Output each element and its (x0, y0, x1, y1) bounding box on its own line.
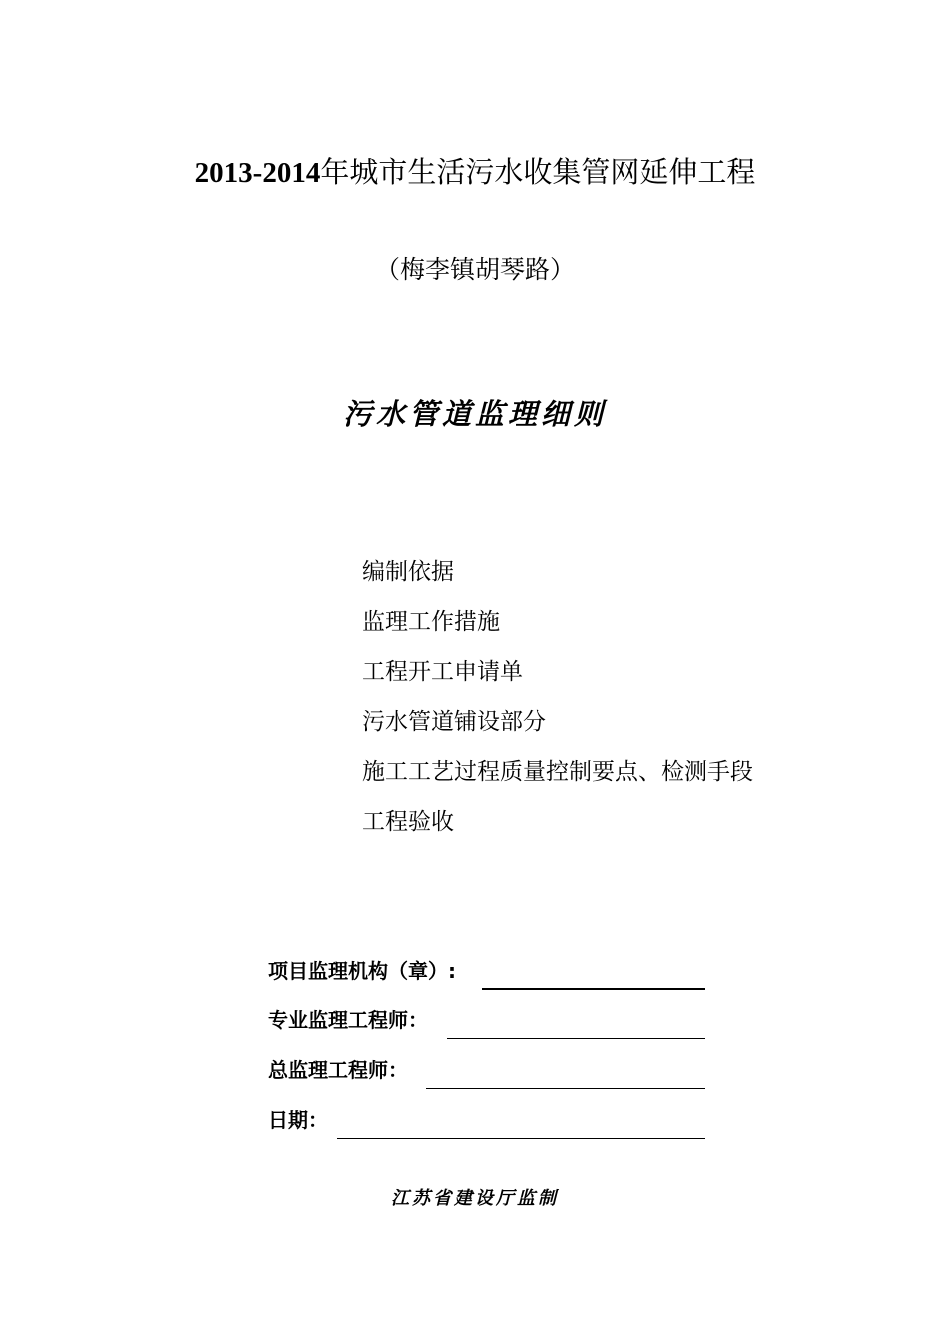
document-title: 污水管道监理细则 (342, 397, 607, 431)
signature-org-label: 项目监理机构（章）: (268, 959, 456, 983)
toc-item-acceptance: 工程验收 (362, 809, 454, 835)
signature-org-line[interactable] (482, 988, 705, 990)
signature-engineer-label: 专业监理工程师： (268, 1008, 428, 1032)
project-title (0, 150, 950, 191)
toc-item-pipe-laying: 污水管道铺设部分 (362, 709, 546, 735)
toc-item-quality-control: 施工工艺过程质量控制要点、检测手段 (362, 759, 753, 785)
signature-org-row (268, 950, 705, 990)
signature-date-label: 日期： (268, 1108, 328, 1132)
toc-item-start-application: 工程开工申请单 (362, 659, 523, 685)
toc-item-measures: 监理工作措施 (362, 609, 500, 635)
signature-chief-line[interactable] (426, 1088, 705, 1089)
table-of-contents (362, 552, 753, 852)
signature-engineer-row (268, 999, 705, 1039)
project-title-text: 年城市生活污水收集管网延伸工程 (320, 155, 756, 189)
signature-chief-row (268, 1049, 705, 1089)
signature-engineer-line[interactable] (447, 1038, 705, 1039)
project-title-year: 2013-2014 (194, 157, 321, 189)
signature-date-line[interactable] (337, 1138, 705, 1139)
signature-chief-label: 总监理工程师： (268, 1058, 408, 1082)
toc-item-basis: 编制依据 (362, 559, 454, 585)
project-subtitle: （梅李镇胡琴路） (374, 255, 575, 284)
issuer-footer: 江苏省建设厅监制 (391, 1188, 559, 1209)
signature-date-row (268, 1099, 705, 1139)
